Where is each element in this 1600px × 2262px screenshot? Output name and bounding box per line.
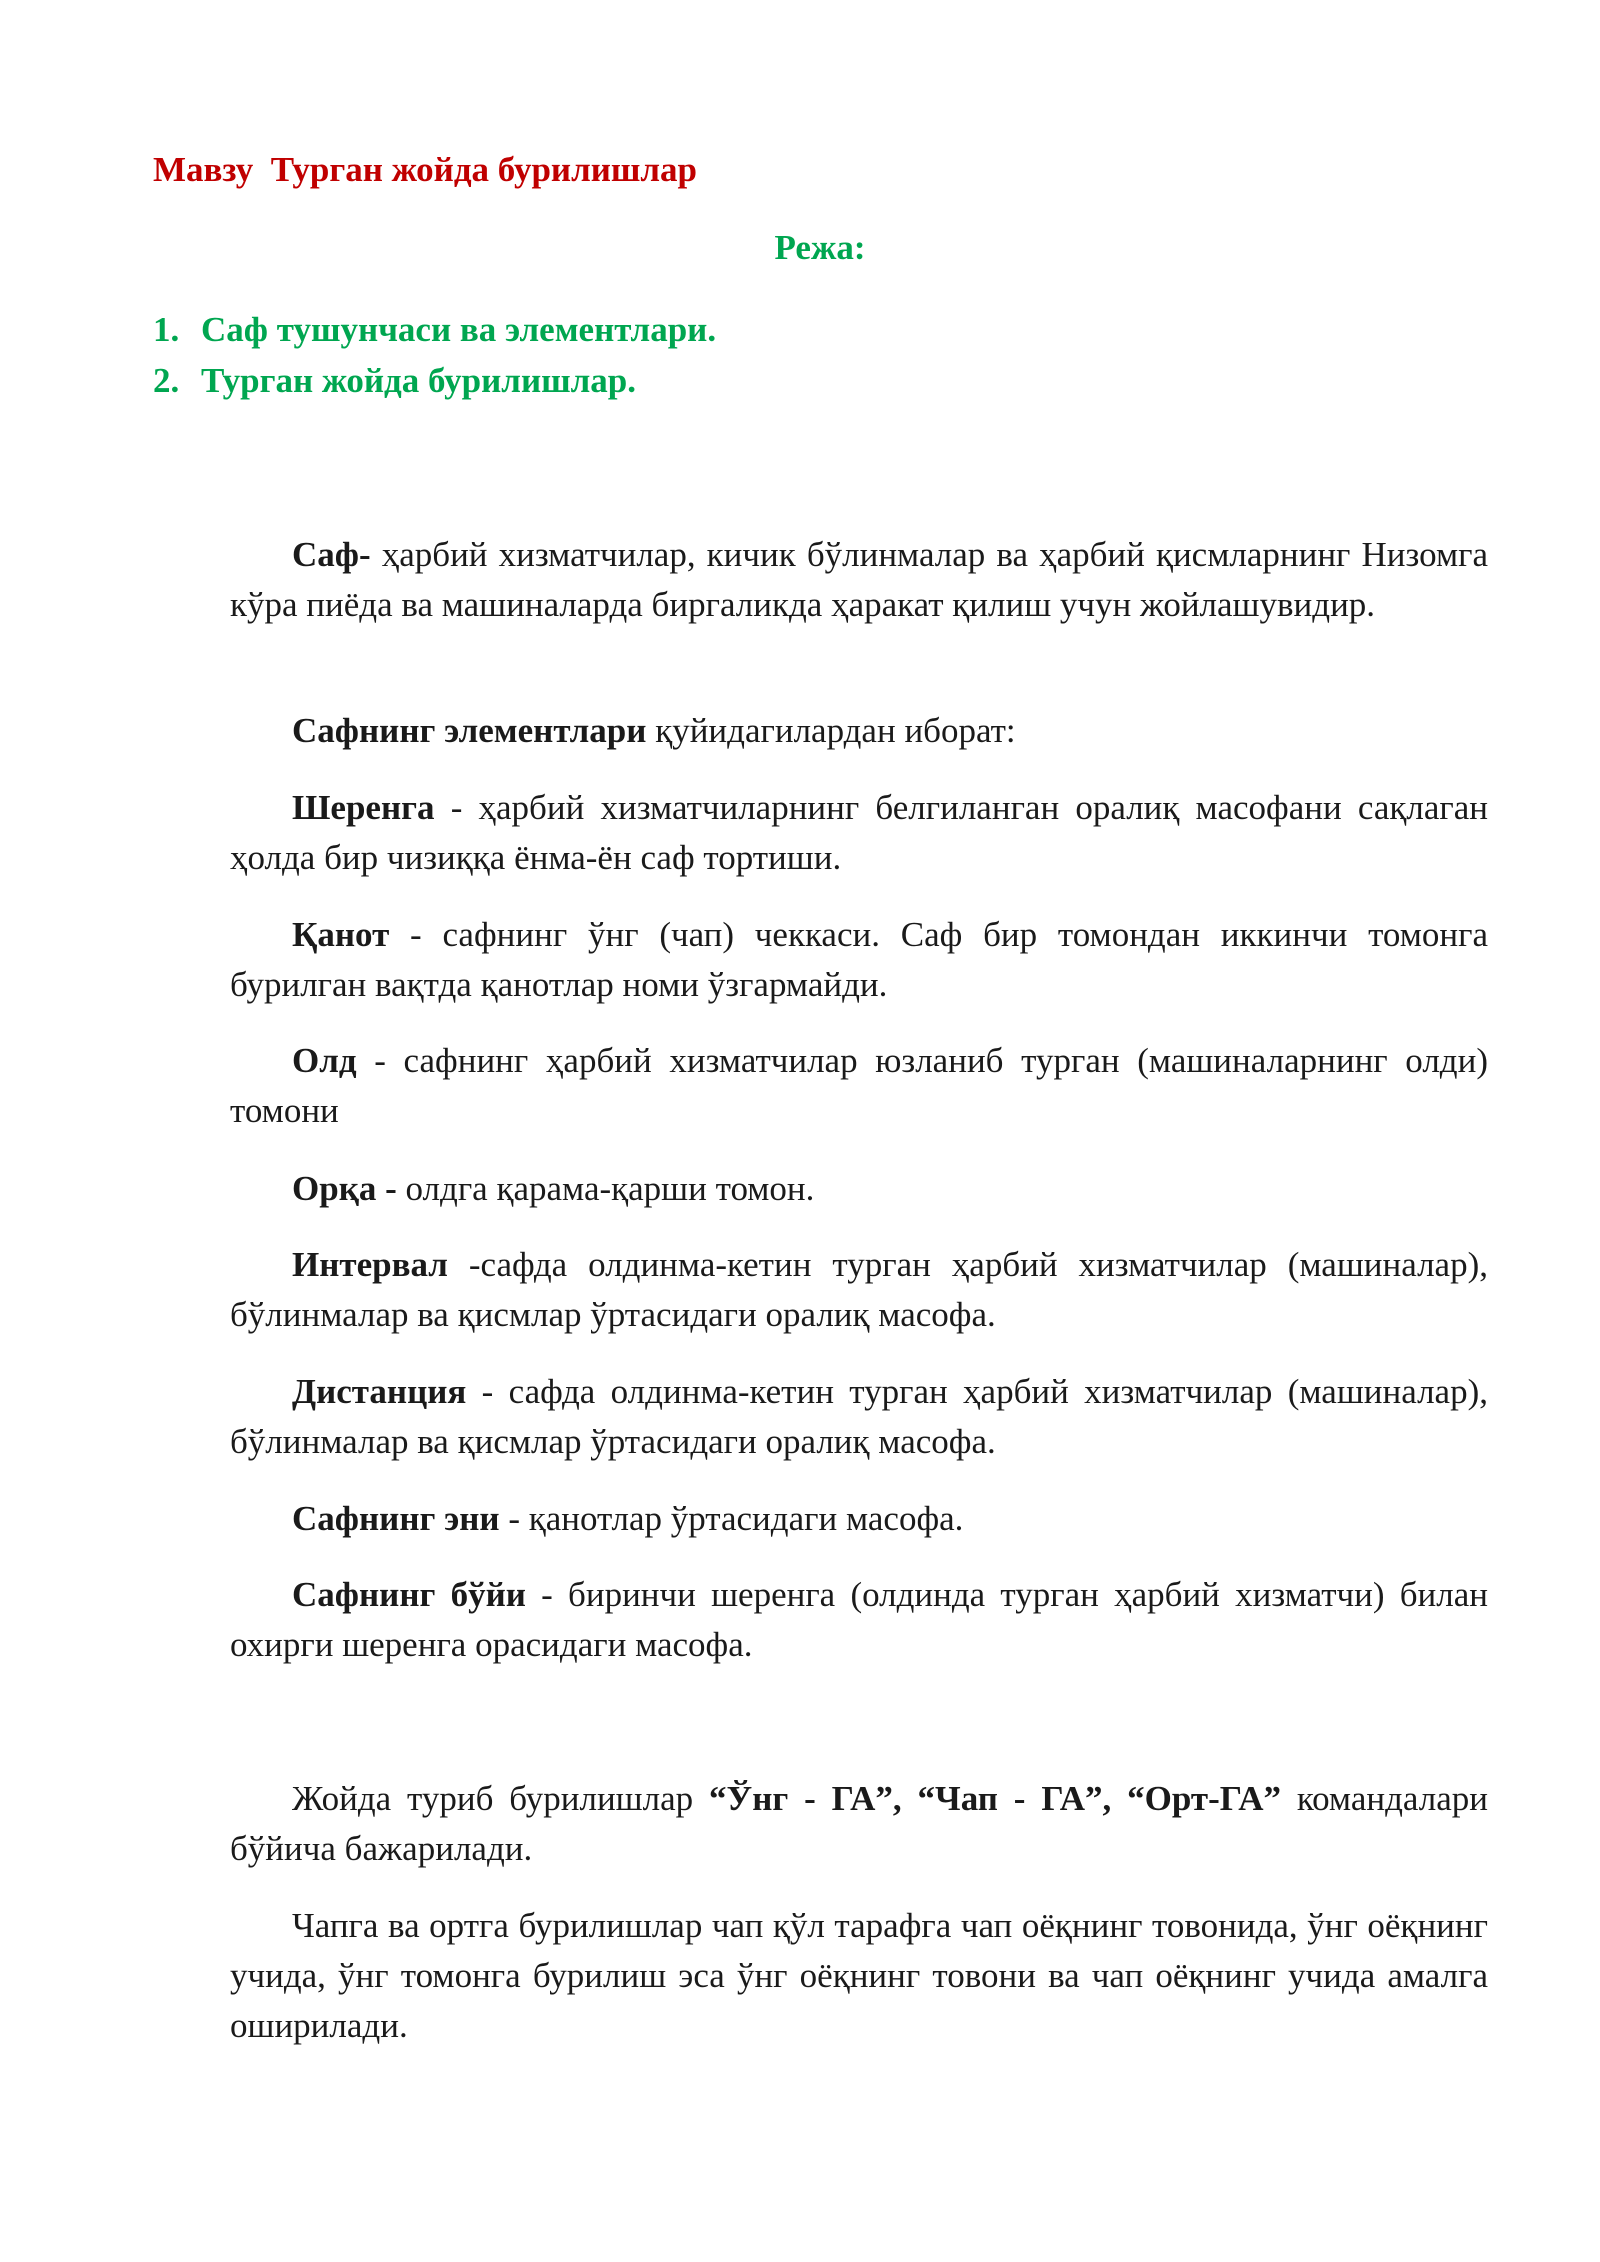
definition-text: - сафнинг ҳарбий хизматчилар юзланиб турган (машиналарнинг олди) томони (230, 1041, 1488, 1130)
definition-text: -сафда олдинма-кетин турган ҳарбий хизматчилар (машиналар), бўлинмалар ва қисмлар ўртасидаги оралиқ масофа. (230, 1245, 1488, 1334)
turns-commands: “Ўнг - ГА”, “Чап - ГА”, “Орт-ГА” (709, 1779, 1281, 1818)
definition-term: Саф- (292, 535, 371, 574)
definition-text: қуйидагилардан иборат: (646, 711, 1016, 750)
turns-paragraph: Чапга ва ортга бурилишлар чап қўл тарафга чап оёқнинг товонида, ўнг оёқнинг учида, ўнг томонга бурилиш эса ўнг оёқнинг товони ва чап оёқнинг учида амалга оширилади. (230, 1906, 1488, 2045)
definition-paragraph (230, 1164, 1488, 1214)
turns-outro: командалари бўйича бажарилади. (230, 1779, 1488, 1868)
definition-text: - сафда олдинма-кетин турган ҳарбий хизматчилар (машиналар), бўлинмалар ва қисмлар ўртасидаги оралиқ масофа. (230, 1372, 1488, 1461)
plan-item-number: 2. (153, 361, 180, 400)
page-title: Мавзу Турган жойда бурилишлар (153, 150, 698, 189)
definition-paragraph (230, 706, 1488, 756)
definition-term: Сафнинг эни (292, 1499, 500, 1538)
definition-text: олдга қарама-қарши томон. (396, 1169, 815, 1208)
plan-list (153, 304, 716, 406)
definition-paragraph (230, 1036, 1488, 1136)
turns-paragraph (230, 1774, 1488, 1874)
definition-paragraph (230, 1570, 1488, 1670)
definition-term: Шеренга (292, 788, 435, 827)
turns-intro: Жойда туриб бурилишлар (292, 1779, 710, 1818)
definition-term: Дистанция (292, 1372, 467, 1411)
definition-term: Олд (292, 1041, 357, 1080)
definition-paragraph (230, 1240, 1488, 1340)
definition-term: Орқа - (292, 1169, 397, 1208)
definition-term: Қанот (292, 915, 390, 954)
definition-text: - биринчи шеренга (олдинда турган ҳарбий хизматчи) билан охирги шеренга орасидаги масофа. (230, 1575, 1488, 1664)
definition-text: - сафнинг ўнг (чап) чеккаси. Саф бир томондан иккинчи томонга бурилган вақтда қанотлар номи ўзгармайди. (230, 915, 1488, 1004)
definition-paragraph (230, 1494, 1488, 1544)
plan-item-text: Саф тушунчаси ва элементлари. (201, 310, 717, 349)
definition-paragraph (230, 910, 1488, 1010)
definition-text: - ҳарбий хизматчиларнинг белгиланган оралиқ масофани сақлаган ҳолда бир чизиққа ёнма-ён саф тортиши. (230, 788, 1488, 877)
plan-item-number: 1. (153, 310, 180, 349)
definition-text: - қанотлар ўртасидаги масофа. (499, 1499, 964, 1538)
plan-item (153, 355, 716, 406)
definition-paragraph (230, 1367, 1488, 1467)
plan-heading: Режа: (774, 228, 866, 267)
definition-term: Сафнинг элементлари (292, 711, 647, 750)
plan-item (153, 304, 716, 355)
definition-paragraph (230, 783, 1488, 883)
plan-item-text: Турган жойда бурилишлар. (201, 361, 637, 400)
definition-term: Сафнинг бўйи (292, 1575, 526, 1614)
definition-paragraph (230, 530, 1488, 630)
definition-text: ҳарбий хизматчилар, кичик бўлинмалар ва ҳарбий қисмларнинг Низомга кўра пиёда ва машиналарда биргаликда ҳаракат қилиш учун жойлашувидир. (230, 535, 1488, 624)
definition-term: Интервал (292, 1245, 448, 1284)
